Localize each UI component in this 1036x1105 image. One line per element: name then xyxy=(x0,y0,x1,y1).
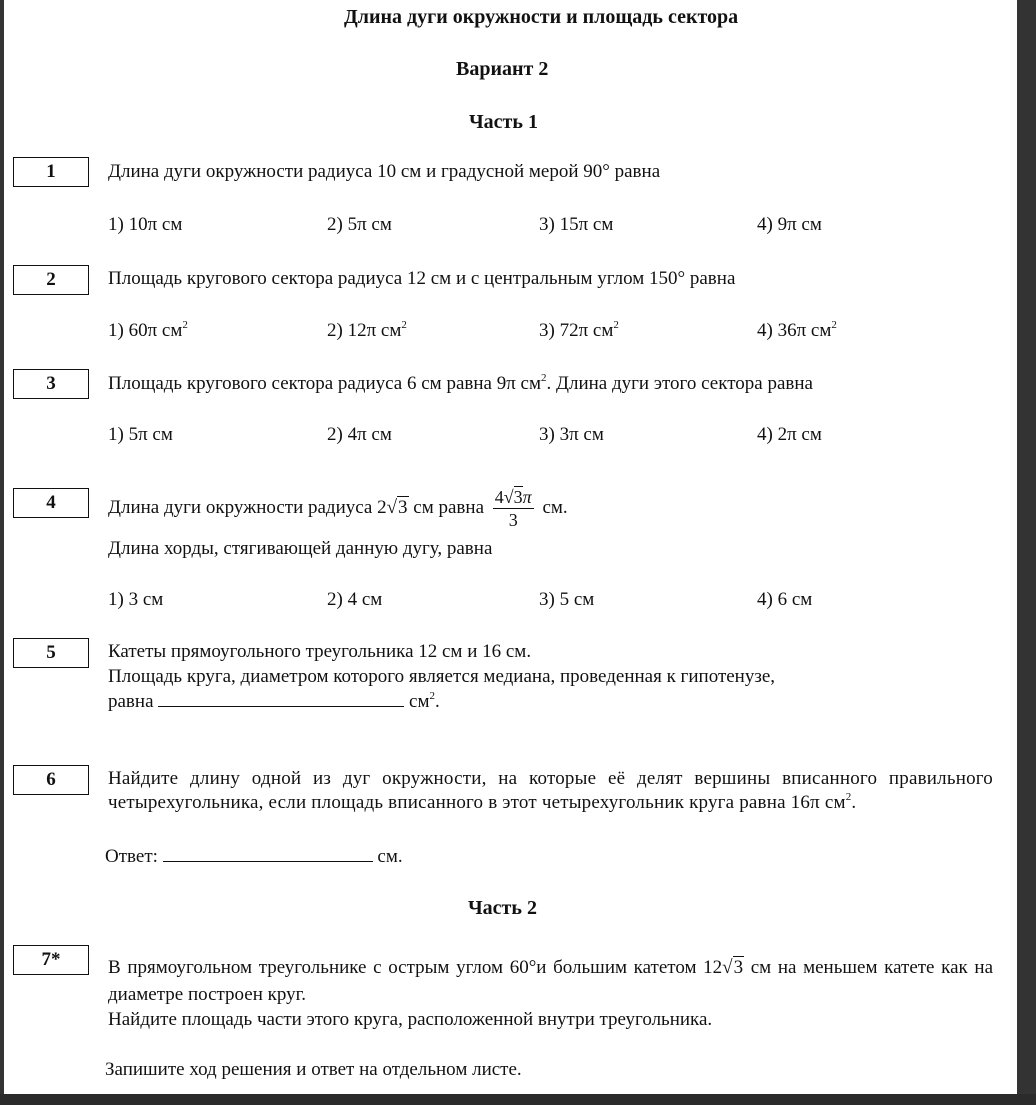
question-2-text: Площадь кругового сектора радиуса 12 см и с центральным углом 150° равна xyxy=(108,268,736,289)
question-1-option-2: 2) 5π см xyxy=(327,214,392,235)
worksheet-title: Длина дуги окружности и площадь сектора xyxy=(344,6,739,28)
variant-heading: Вариант 2 xyxy=(456,58,549,80)
sqrt-symbol: √3 xyxy=(386,497,408,518)
question-5-line-1: Катеты прямоугольного треугольника 12 см и 16 см. xyxy=(108,641,532,662)
question-3-option-2: 2) 4π см xyxy=(327,424,392,445)
question-5-line-2: Площадь круга, диаметром которого является медиана, проведенная к гипотенузе, xyxy=(108,666,776,687)
question-2-option-4: 4) 36π $см^2$ xyxy=(757,319,837,341)
question-1-number-box: 1 xyxy=(13,157,89,187)
part-1-heading: Часть 1 xyxy=(469,111,538,133)
question-2-number-box: 2 xyxy=(13,265,89,295)
question-7-number-box: 7* xyxy=(13,945,89,975)
question-4-number-box: 4 xyxy=(13,488,89,518)
question-4-option-1: 1) 3 см xyxy=(108,589,164,610)
question-5-line-3: равна $см^2$. xyxy=(108,690,440,712)
question-7-instruction: Запишите ход решения и ответ на отдельном листе. xyxy=(105,1059,522,1080)
question-2-option-3: 3) 72π $см^2$ xyxy=(539,319,619,341)
question-4-line-2: Длина хорды, стягивающей данную дугу, равна xyxy=(108,538,493,559)
worksheet-page xyxy=(4,0,1017,1094)
question-4-option-3: 3) 5 см xyxy=(539,589,595,610)
question-6-answer-line: Ответ: см. xyxy=(105,846,403,867)
question-6-number-box: 6 xyxy=(13,765,89,795)
question-4-option-2: 2) 4 см xyxy=(327,589,383,610)
question-1-option-4: 4) 9π см xyxy=(757,214,822,235)
question-5-number-box: 5 xyxy=(13,638,89,668)
question-3-option-4: 4) 2π см xyxy=(757,424,822,445)
question-3-option-3: 3) 3π см xyxy=(539,424,604,445)
question-4-option-4: 4) 6 см xyxy=(757,589,813,610)
sqrt-symbol: √3 xyxy=(722,957,744,978)
question-1-text: Длина дуги окружности радиуса 10 см и градусной мерой 90° равна xyxy=(108,161,661,182)
question-7-line-2: Найдите площадь части этого круга, расположенной внутри треугольника. xyxy=(108,1009,713,1030)
scan-border-bottom xyxy=(0,1094,1036,1105)
question-6-answer-blank[interactable] xyxy=(163,847,373,862)
question-7-text: В прямоугольном треугольнике с острым углом 60°и большим катетом 12√3 см на меньшем катете как на диаметре построен круг. xyxy=(108,954,993,1008)
question-4-text: Длина дуги окружности радиуса 2√3 см равна $\frac{4√3\pi}{3}$ см. xyxy=(108,484,568,532)
question-1-option-1: 1) 10π см xyxy=(108,214,183,235)
fraction: $\frac{4√3\pi}{3}$ xyxy=(494,487,532,531)
question-3-text: Площадь кругового сектора радиуса 6 см равна 9π $см^2$. Длина дуги этого сектора равна xyxy=(108,372,813,394)
question-2-option-2: 2) 12π $см^2$ xyxy=(327,319,407,341)
scan-border-right xyxy=(1017,0,1036,1105)
part-2-heading: Часть 2 xyxy=(468,897,537,919)
question-3-number-box: 3 xyxy=(13,369,89,399)
question-2-option-1: 1) 60π $см^2$ xyxy=(108,319,188,341)
question-5-answer-blank[interactable] xyxy=(158,692,404,707)
question-6-text: Найдите длину одной из дуг окружности, на которые её делят вершины вписанного правильного четырехугольника, если площадь вписанного в этот четырехугольник круга равна 16π $см^2$. xyxy=(108,768,993,813)
question-3-option-1: 1) 5π см xyxy=(108,424,173,445)
question-1-option-3: 3) 15π см xyxy=(539,214,614,235)
